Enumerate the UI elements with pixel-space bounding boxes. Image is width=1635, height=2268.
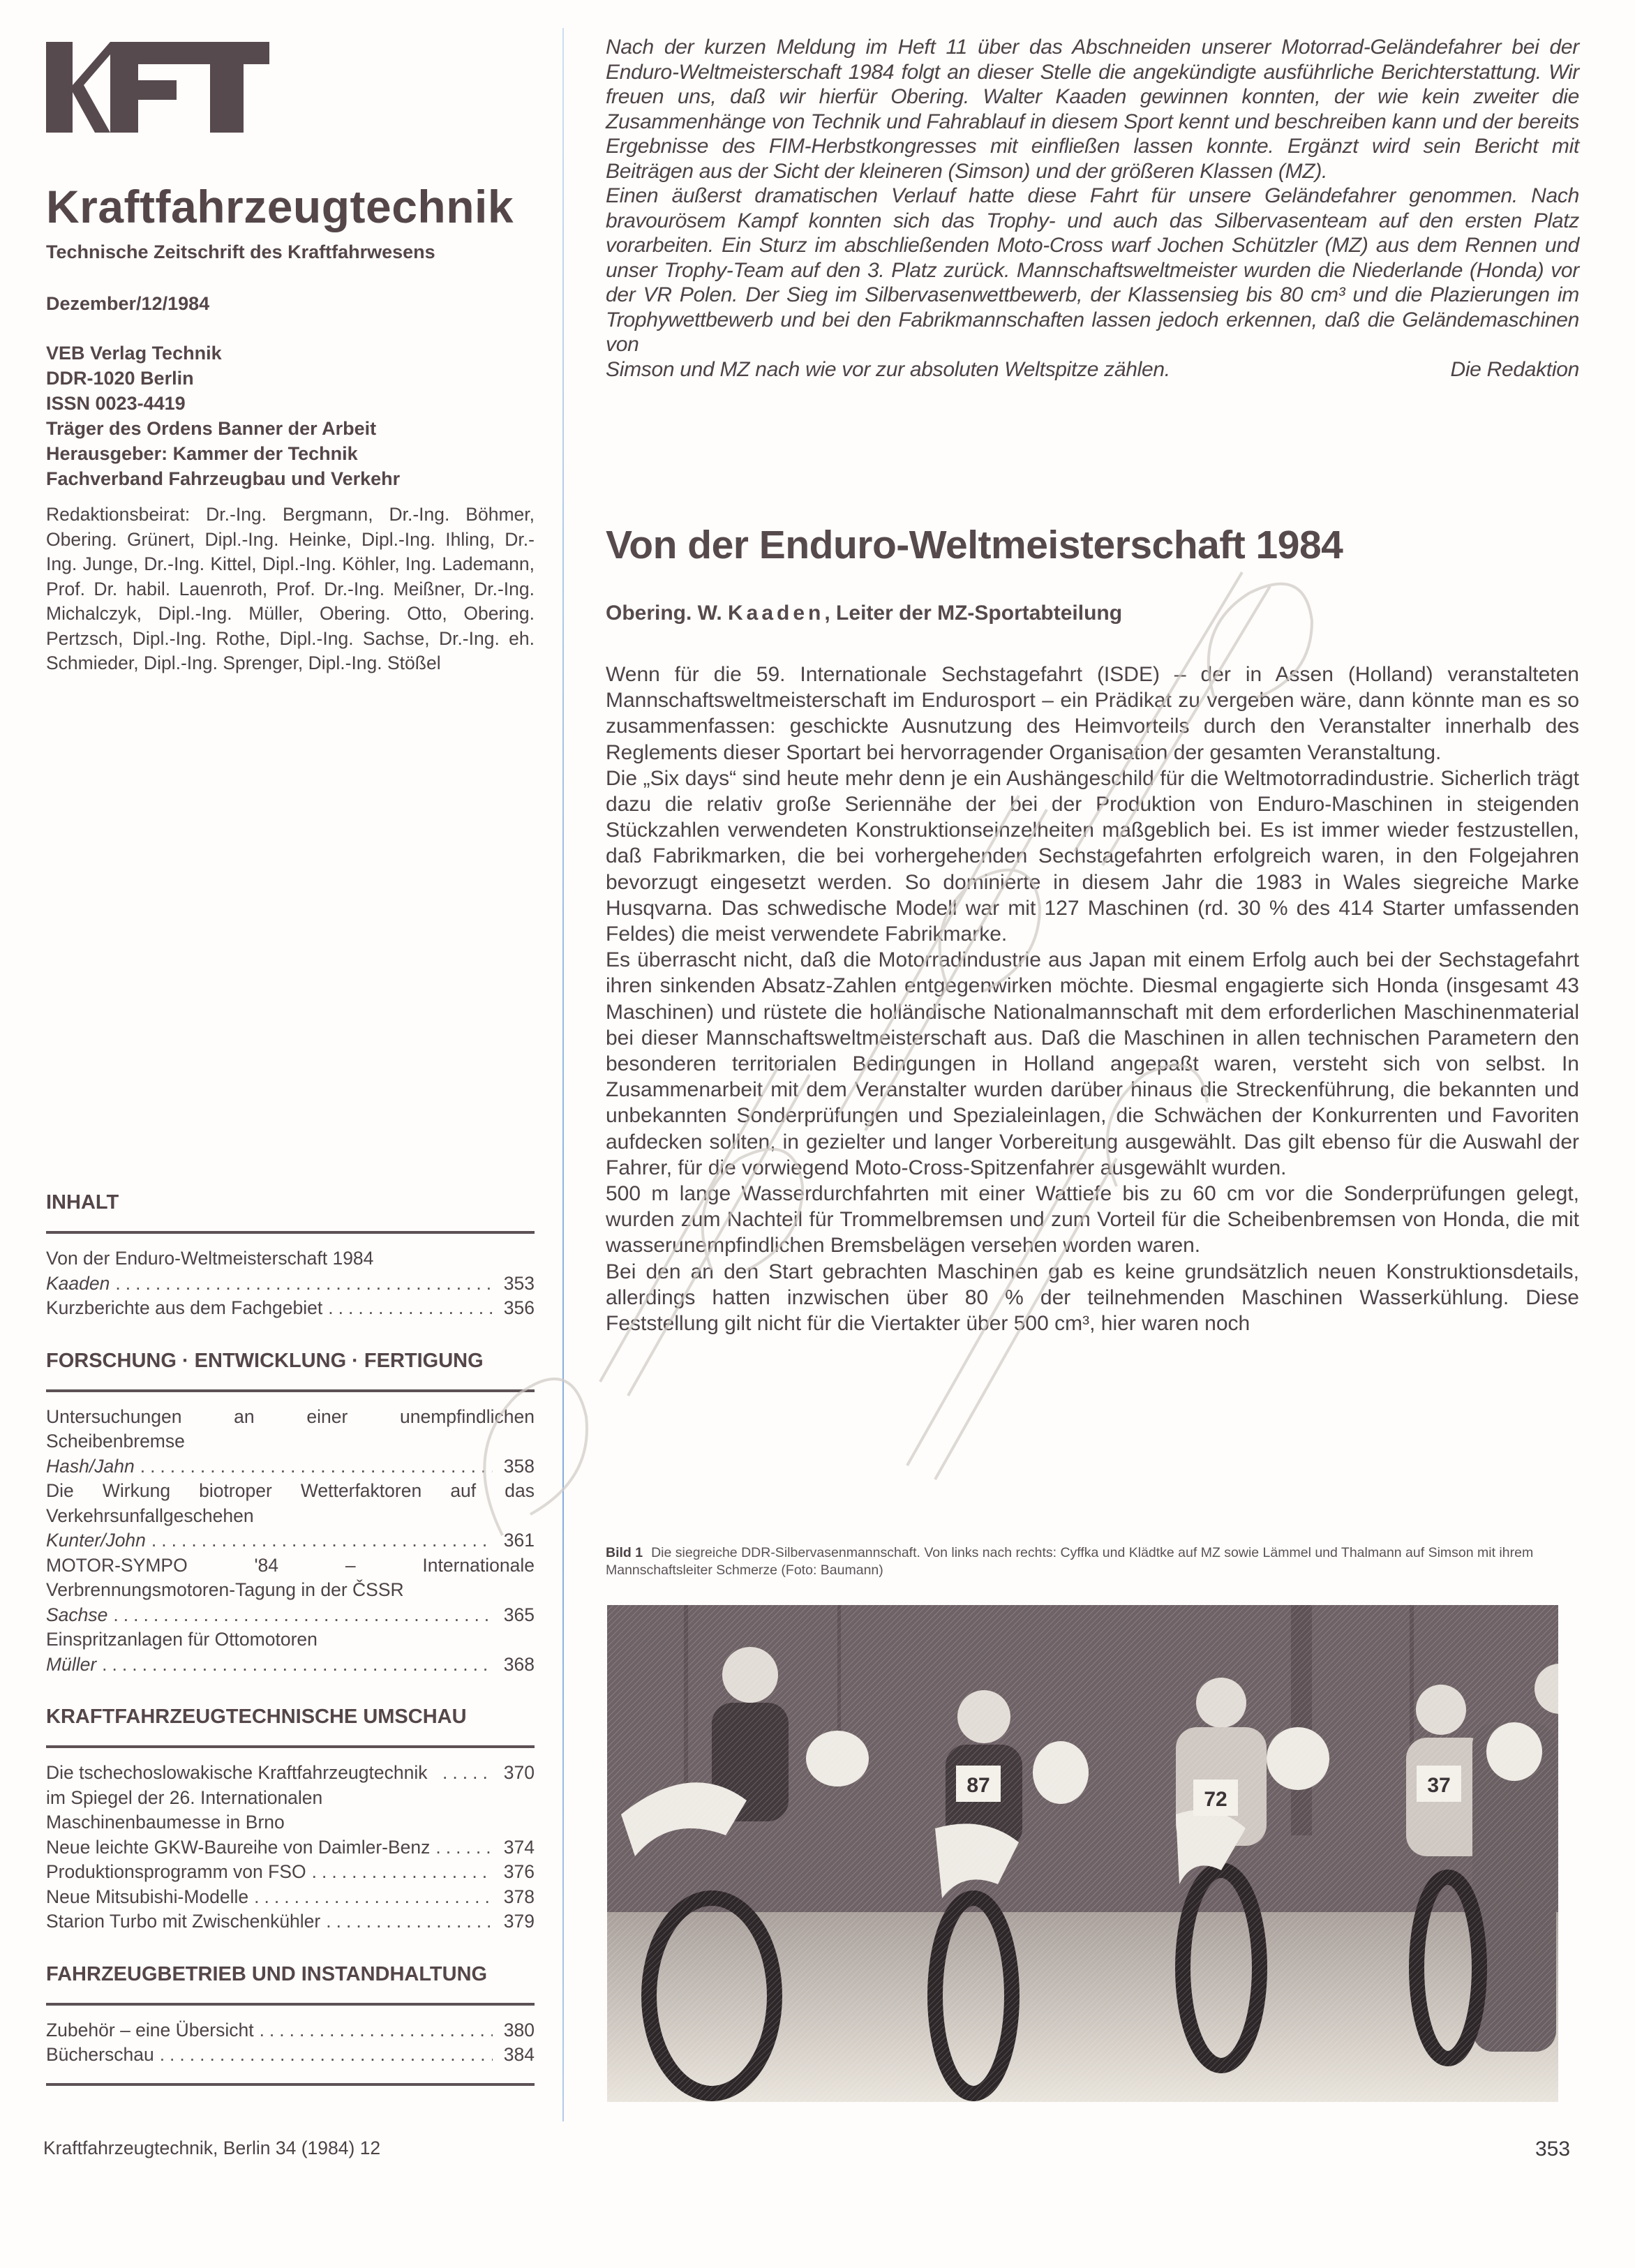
byline-prefix: Obering. W.	[606, 602, 729, 625]
toc-dot-leader	[140, 1454, 493, 1479]
toc-entry-title: Untersuchungen an einer unempfindlichen Scheibenbremse	[46, 1405, 535, 1452]
toc-entry-title: Die Wirkung biotroper Wetterfaktoren auf das Verkehrsunfallgeschehen	[46, 1480, 535, 1526]
toc-entry[interactable]	[46, 1909, 535, 1934]
toc-entry-author: Kaaden	[46, 1272, 110, 1294]
publisher-line: ISSN 0023-4419	[46, 393, 186, 414]
body-paragraph: Bei den an den Start gebrachten Maschinen gab es keine grundsätzlich neuen Konstruktionsdetails, allerdings hatten inzwischen über 80 % der teilnehmenden Maschinen Wasserkühlung. Diese Feststellung gilt nicht für die Viertakter über 500 cm³, hier waren noch	[606, 1260, 1579, 1336]
toc-dot-leader	[326, 1909, 493, 1934]
toc-rule	[46, 1745, 535, 1748]
toc-page-number: 368	[503, 1653, 535, 1675]
toc-rule	[46, 1389, 535, 1392]
toc-section-gap	[46, 1677, 535, 1701]
toc-entry[interactable]	[46, 1296, 535, 1321]
toc-page-number: 358	[503, 1455, 535, 1477]
publisher-line: VEB Verlag Technik	[46, 343, 222, 364]
toc-entry-title: Starion Turbo mit Zwischenkühler	[46, 1911, 321, 1932]
toc-entry[interactable]	[46, 1860, 535, 1885]
toc-page-number: 376	[503, 1861, 535, 1882]
toc-dot-leader	[151, 1528, 493, 1553]
toc-dot-leader	[328, 1296, 493, 1321]
toc-entry[interactable]	[46, 1627, 535, 1677]
table-of-contents	[46, 1186, 535, 2098]
toc-section-gap	[46, 1934, 535, 1958]
toc-entry-line	[46, 1860, 535, 1885]
toc-entry[interactable]	[46, 1405, 535, 1479]
toc-heading: INHALT	[46, 1191, 119, 1214]
toc-entry-line	[46, 1296, 535, 1321]
toc-dot-leader	[160, 2043, 493, 2068]
toc-dot-leader	[102, 1652, 493, 1678]
toc-entry-line	[46, 1909, 535, 1934]
toc-entry-line	[46, 1528, 535, 1553]
toc-section-heading: FORSCHUNG · ENTWICKLUNG · FERTIGUNG	[46, 1349, 484, 1372]
toc-entry-author: Sachse	[46, 1604, 108, 1625]
toc-entry-title: Neue Mitsubishi-Modelle	[46, 1886, 249, 1907]
toc-entry[interactable]	[46, 1835, 535, 1860]
toc-entry-title: Zubehör – eine Übersicht	[46, 2019, 254, 2041]
bib-number: 37	[1427, 1774, 1451, 1797]
toc-entry[interactable]	[46, 2043, 535, 2068]
toc-entry-title: Einspritzanlagen für Ottomotoren	[46, 1629, 318, 1650]
toc-dot-leader	[260, 2018, 493, 2043]
toc-entry-line	[46, 1454, 535, 1479]
magazine-title: Kraftfahrzeugtechnik	[46, 181, 514, 232]
toc-dot-leader	[435, 1835, 493, 1860]
toc-entry-title: Bücherschau	[46, 2044, 154, 2065]
toc-page-number: 370	[503, 1762, 535, 1783]
toc-entry-line	[46, 1835, 535, 1860]
toc-rule	[46, 1231, 535, 1234]
toc-end-gap	[46, 2068, 535, 2071]
body-paragraph: 500 m lange Wasserdurchfahrten mit einer Wattiefe bis zu 60 cm vor die Sonderprüfungen gelegt, wurden zum Nachteil für Trommelbremsen und zum Vorteil für die Scheibenbremsen von Honda, die mit wasserunempfindlichen Bremsbelägen versehen worden waren.	[606, 1182, 1579, 1258]
publisher-line: Fachverband Fahrzeugbau und Verkehr	[46, 468, 401, 489]
column-divider	[562, 28, 564, 2121]
toc-section-gap	[46, 1321, 535, 1345]
editor-note	[606, 35, 1579, 382]
publisher-line: Träger des Ordens Banner der Arbeit	[46, 418, 377, 439]
toc-entry-author: Kunter/John	[46, 1530, 146, 1551]
article-title: Von der Enduro-Weltmeisterschaft 1984	[606, 523, 1343, 567]
toc-entry[interactable]	[46, 1885, 535, 1910]
page-number: 353	[1535, 2138, 1571, 2161]
toc-entry-title: Neue leichte GKW-Baureihe von Daimler-Benz	[46, 1836, 431, 1858]
figure-label: Bild 1	[606, 1545, 643, 1560]
toc-page-number: 384	[503, 2044, 535, 2065]
toc-dot-leader	[113, 1603, 493, 1628]
toc-entry-line	[46, 1603, 535, 1628]
publisher-line: Herausgeber: Kammer der Technik	[46, 443, 358, 464]
toc-page-number: 356	[503, 1297, 535, 1318]
toc-dot-leader	[312, 1860, 493, 1885]
toc-dot-leader	[442, 1761, 493, 1786]
photo-halftone	[607, 1605, 1558, 2102]
toc-entry-line	[46, 1885, 535, 1910]
toc-entry-line	[46, 1652, 535, 1678]
editor-note-paragraph: Einen äußerst dramatischen Verlauf hatte diese Fahrt für unsere Geländefahrer genommen. Nach bravourösem Kampf konnten sich das Trophy- und auch das Silbervasenteam auf den ersten Platz vorarbeiten. Ein Sturz im abschließenden Moto-Cross warf Jochen Schützler (MZ) aus dem Rennen und unser Trophy-Team auf den 3. Platz zurück. Mannschaftsweltmeister wurden die Niederlande (Honda) vor der VR Polen. Der Sieg im Silbervasenwettbewerb, der Klassensieg bis 80 cm³ und die Plazierungen im Trophywettbewerb und bei den Fabrikmannschaften lassen jedoch erkennen, daß die Geländemaschinen von	[606, 184, 1579, 356]
publisher-line: DDR-1020 Berlin	[46, 368, 194, 389]
toc-dot-leader	[115, 1271, 493, 1297]
body-paragraph: Es überrascht nicht, daß die Motorradindustrie aus Japan mit einem Erfolg auch bei der Sechstagefahrt ihren sinkenden Absatz-Zahlen entgegenwirken möchte. Diesmal engagierte sich Honda (insgesamt 43 Maschinen) und rüstete die holländische Nationalmannschaft mit dem erforderlichen Maschinenmaterial bei dieser Mannschaftsweltmeisterschaft aus. Daß die Maschinen in allen technischen Parametern den besonderen territorialen Bedingungen in Holland angepaßt waren, versteht sich von selbst. In Zusammenarbeit mit dem Veranstalter wurden darüber hinaus die Streckenführung, die bekannten und unbekannten Sonderprüfungen und Spezialeinlagen, die Schwächen der Konkurrenten und Favoriten aufdecken sollten, in gezielter und langer Vorbereitung ausgewählt. Das gilt ebenso für die Auswahl der Fahrer, für die vorwiegend Moto-Cross-Spitzenfahrer ausgewählt wurden.	[606, 948, 1579, 1179]
toc-entry[interactable]	[46, 1479, 535, 1553]
team-photo	[607, 1605, 1558, 2102]
toc-entry-line	[46, 2018, 535, 2043]
editor-signature: Die Redaktion	[1450, 357, 1579, 381]
bib-number: 87	[966, 1774, 990, 1797]
editor-note-last-line: Simson und MZ nach wie vor zur absoluten Weltspitze zählen.	[606, 357, 1170, 381]
kft-logo	[46, 42, 304, 133]
byline-author: Kaaden	[728, 602, 825, 625]
toc-page-number: 374	[503, 1836, 535, 1858]
editor-note-paragraph: Nach der kurzen Meldung im Heft 11 über das Abschneiden unserer Motorrad-Geländefahrer bei der Enduro-Weltmeisterschaft 1984 folgt an dieser Stelle die angekündigte ausführliche Berichterstattung. Wir freuen uns, daß wir hierfür Obering. Walter Kaaden gewinnen konnten, der wie kein zweiter die Zusammenhänge von Technik und Fahrablauf in diesem Sport kennt und beschreiben kann und der bereits Ergebnisse des FIM-Herbstkongresses mit einfließen lassen konnte. Ergänzt wird sein Bericht mit Beiträgen aus der Sicht der kleineren (Simson) und der größeren Klassen (MZ).	[606, 36, 1579, 183]
toc-entry-author: Hash/Jahn	[46, 1455, 135, 1477]
toc-entry[interactable]	[46, 1553, 535, 1628]
toc-end-rule	[46, 2083, 535, 2086]
body-paragraph: Die „Six days“ sind heute mehr denn je ein Aushängeschild für die Weltmotorradindustrie. Sicherlich trägt dazu die relativ große Seriennähe der bei der Produktion von Enduro-Maschinen in steigenden Stückzahlen verwendeten Konstruktionseinzelheiten maßgeblich bei. Es ist immer wieder festzustellen, daß Fabrikmarken, die bei vorhergehenden Sechstagefahrten erfolgreich waren, in den Folgejahren bevorzugt eingesetzt werden. So dominierte in diesem Jahr die 1983 in Wales siegreiche Marke Husqvarna. Das schwedische Modell war mit 127 Maschinen (rd. 30 % des 414 Starter umfassenden Feldes) die meist verwendete Fabrikmarke.	[606, 766, 1579, 946]
toc-entry-title: Produktionsprogramm von FSO	[46, 1861, 306, 1882]
toc-entry-title: Von der Enduro-Weltmeisterschaft 1984	[46, 1248, 374, 1269]
publisher-info	[46, 341, 400, 491]
toc-entry[interactable]	[46, 1761, 535, 1835]
toc-entry-line	[46, 1761, 535, 1835]
bib-number: 72	[1204, 1788, 1227, 1811]
toc-entry-title: Kurzberichte aus dem Fachgebiet	[46, 1297, 323, 1318]
toc-entry-title: MOTOR-SYMPO '84 – Internationale Verbrennungsmotoren-Tagung in der ČSSR	[46, 1554, 535, 1600]
toc-page-number: 365	[503, 1604, 535, 1625]
toc-page-number: 380	[503, 2019, 535, 2041]
toc-entry-title: Die tschechoslowakische Kraftfahrzeugtechnik im Spiegel der 26. Internationalen Maschinenbaumesse in Brno	[46, 1762, 428, 1833]
toc-dot-leader	[254, 1885, 493, 1910]
issue-date: Dezember/12/1984	[46, 293, 210, 314]
body-paragraph: Wenn für die 59. Internationale Sechstagefahrt (ISDE) – der in Assen (Holland) veranstalteten Mannschaftsweltmeisterschaft im Endurosport – ein Prädikat zu vergeben wäre, dann könnte man es so zusammenfassen: geschickte Ausnutzung des Heimvorteils durch den Veranstalter innerhalb des Reglements dieser Sportart bei hervorragender Organisation der gesamten Veranstaltung.	[606, 663, 1579, 764]
editor-note-closing	[606, 357, 1579, 382]
editorial-board: Redaktionsbeirat: Dr.-Ing. Bergmann, Dr.-Ing. Böhmer, Obering. Grünert, Dipl.-Ing. Heinke, Dipl.-Ing. Ihling, Dr.-Ing. Junge, Dr.-Ing. Kittel, Dipl.-Ing. Köhler, Ing. Lademann, Prof. Dr. habil. Lauenroth, Prof. Dr.-Ing. Meißner, Dr.-Ing. Michalczyk, Dipl.-Ing. Müller, Obering. Otto, Obering. Pertzsch, Dipl.-Ing. Rothe, Dipl.-Ing. Sachse, Dr.-Ing. eh. Schmieder, Dipl.-Ing. Sprenger, Dipl.-Ing. Stößel	[46, 504, 535, 673]
toc-page-number: 361	[503, 1530, 535, 1551]
figure-caption	[606, 1544, 1579, 1579]
toc-page-number: 378	[503, 1886, 535, 1907]
toc-section-heading: FAHRZEUGBETRIEB UND INSTANDHALTUNG	[46, 1962, 488, 1985]
toc-rule	[46, 2003, 535, 2006]
figure-caption-text: Die siegreiche DDR-Silbervasenmannschaft. Von links nach rechts: Cyffka und Klädtke auf MZ sowie Lämmel und Thalmann auf Simson mit ihrem Mannschaftsleiter Schmerze (Foto: Baumann)	[606, 1545, 1534, 1578]
toc-entry-author: Müller	[46, 1653, 97, 1675]
toc-entry[interactable]	[46, 2018, 535, 2043]
toc-page-number: 379	[503, 1911, 535, 1932]
toc-section-heading: KRAFTFAHRZEUGTECHNISCHE UMSCHAU	[46, 1706, 467, 1728]
toc-entry-line	[46, 1271, 535, 1297]
article-body	[606, 662, 1579, 1336]
toc-entry[interactable]	[46, 1246, 535, 1296]
toc-page-number: 353	[503, 1272, 535, 1294]
toc-entry-line	[46, 2043, 535, 2068]
byline-suffix: , Leiter der MZ-Sportabteilung	[824, 602, 1123, 625]
journal-reference: Kraftfahrzeugtechnik, Berlin 34 (1984) 12	[43, 2138, 381, 2158]
article-byline	[606, 602, 1122, 625]
magazine-subtitle: Technische Zeitschrift des Kraftfahrwesens	[46, 241, 435, 262]
toc-body	[46, 1246, 535, 2086]
